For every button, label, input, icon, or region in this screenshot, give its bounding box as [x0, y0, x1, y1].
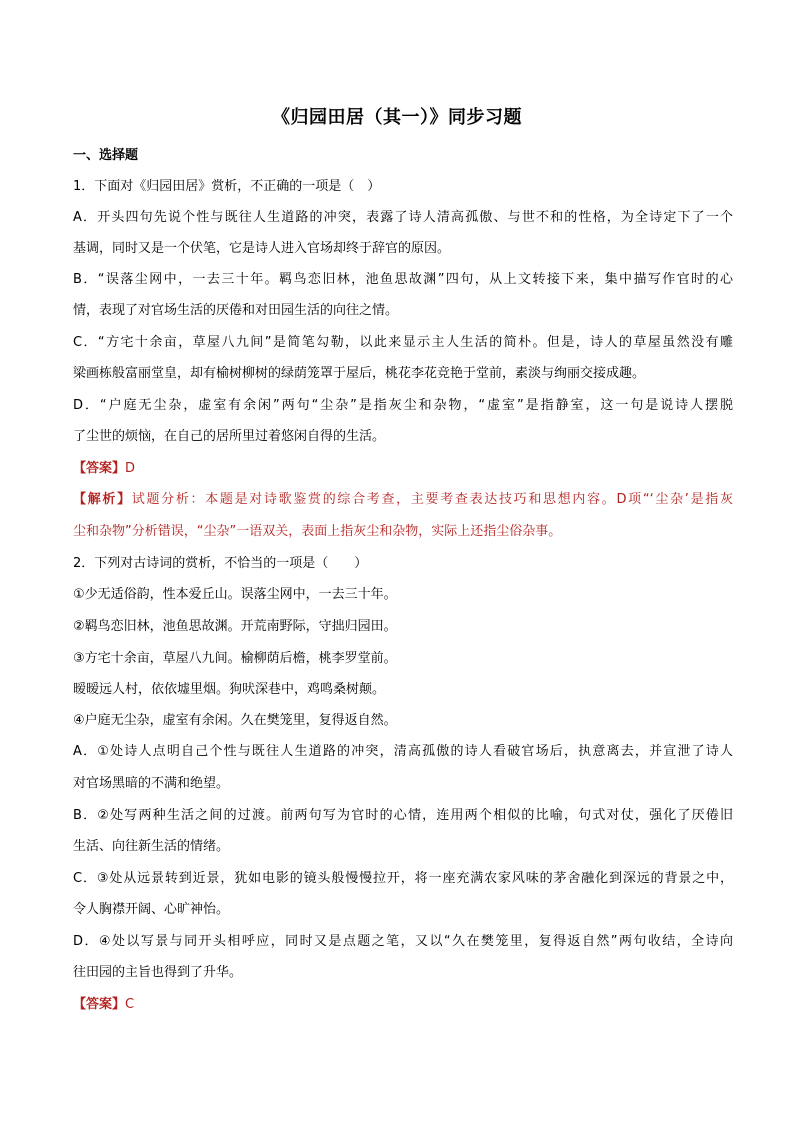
- q1-option-d: D．“户庭无尘杂，虚室有余闲”两句“尘杂”是指灰尘和杂物，“虚室”是指静室，这一句是说诗人摆脱: [73, 398, 733, 413]
- q1-answer: [73, 459, 733, 479]
- q2-option-a: A．①处诗人点明自己个性与既往人生道路的冲突，清高孤傲的诗人看破官场后，执意离去，并宣泄了诗人: [73, 744, 733, 759]
- q2-answer-label: 【答案】: [73, 997, 126, 1012]
- q2-option-a-cont: 对官场黑暗的不满和绝望。: [73, 776, 230, 791]
- q2-answer-value: C: [125, 997, 135, 1012]
- page-title: 《归园田居（其一）》同步习题: [272, 107, 522, 128]
- q2-option-b: B．②处写两种生活之间的过渡。前两句写为官时的心情，连用两个相似的比喻，句式对仗，强化了厌倦旧: [73, 808, 733, 823]
- q1-answer-label: 【答案】: [73, 461, 126, 476]
- q2-poem-line-1: ①少无适俗韵，性本爱丘山。误落尘网中，一去三十年。: [73, 587, 397, 602]
- q1-option-d-cont: 了尘世的烦恼，在自己的居所里过着悠闲自得的生活。: [73, 429, 386, 444]
- q1-analysis-label: 【解析】: [73, 492, 132, 507]
- q1-option-a-cont: 基调，同时又是一个伏笔，它是诗人进入官场却终于辞官的原因。: [73, 241, 451, 256]
- q2-option-d-cont: 往田园的主旨也得到了升华。: [73, 965, 243, 980]
- q1-answer-value: D: [125, 461, 136, 476]
- q2-option-c-cont: 令人胸襟开阔、心旷神怡。: [73, 902, 230, 917]
- q2-poem-line-3: ③方宅十余亩，草屋八九间。榆柳荫后檐，桃李罗堂前。: [73, 651, 397, 666]
- q1-analysis-cont: 尘和杂物”分析错误，“尘杂”一语双关，表面上指灰尘和杂物，实际上还指尘俗杂事。: [73, 524, 562, 539]
- q2-poem-line-2: ②羁鸟恋旧林，池鱼思故渊。开荒南野际，守拙归园田。: [73, 619, 397, 634]
- q1-analysis-text: 试题分析：本题是对诗歌鉴赏的综合考查，主要考查表达技巧和思想内容。D项“‘尘杂’是指灰: [131, 492, 733, 507]
- q2-option-b-cont: 生活、向往新生活的情绪。: [73, 839, 230, 854]
- q1-option-a: A．开头四句先说个性与既往人生道路的冲突，表露了诗人清高孤傲、与世不和的性格，为全诗定下了一个: [73, 210, 733, 225]
- q2-poem-line-4: ④户庭无尘杂，虚室有余闲。久在樊笼里，复得返自然。: [73, 713, 397, 728]
- q2-option-d: D．④处以写景与同开头相呼应，同时又是点题之笔，又以“久在樊笼里，复得返自然”两句收结，全诗向: [73, 934, 733, 949]
- q2-poem-line-3b: 暧暧远人村，依依墟里烟。狗吠深巷中，鸡鸣桑树颠。: [73, 682, 386, 697]
- q2-answer: [73, 995, 733, 1015]
- q1-analysis: [73, 490, 733, 510]
- section-heading: 一、选择题: [73, 148, 139, 163]
- q1-option-b-cont: 情，表现了对官场生活的厌倦和对田园生活的向往之情。: [73, 303, 399, 318]
- q2-stem: 2．下列对古诗词的赏析，不恰当的一项是（ ）: [73, 556, 368, 571]
- q1-option-c-cont: 梁画栋般富丽堂皇，却有榆树柳树的绿荫笼罩于屋后，桃花李花竞艳于堂前，素淡与绚丽交接成趣。: [73, 366, 646, 381]
- q1-stem: 1．下面对《归园田居》赏析，不正确的一项是（ ）: [73, 179, 381, 194]
- q2-option-c: C．③处从远景转到近景，犹如电影的镜头般慢慢拉开，将一座充满农家风味的茅舍融化到深远的背景之中，: [73, 871, 733, 886]
- q1-option-c: C．“方宅十余亩，草屋八九间”是简笔勾勒，以此来显示主人生活的简朴。但是，诗人的草屋虽然没有雕: [73, 335, 733, 350]
- q1-option-b: B．“误落尘网中，一去三十年。羁鸟恋旧林，池鱼思故渊”四句，从上文转接下来，集中描写作官时的心: [73, 272, 733, 287]
